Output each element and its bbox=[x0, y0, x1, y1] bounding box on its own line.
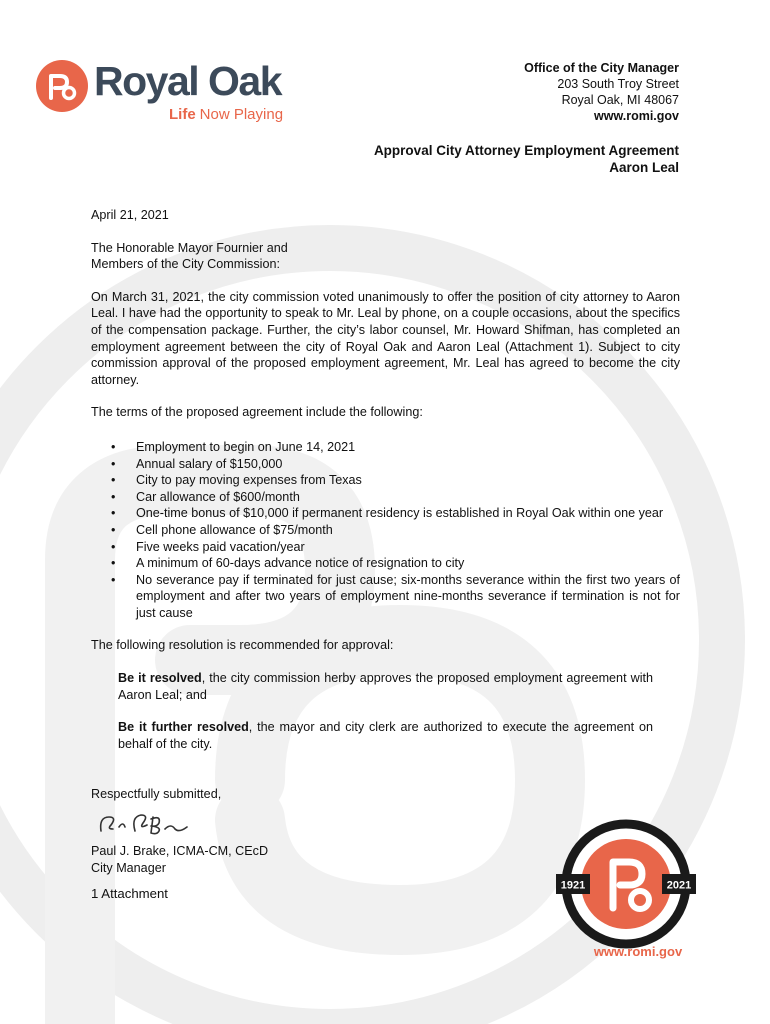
office-address-block bbox=[524, 60, 679, 124]
seal-year-left: 1921 bbox=[560, 879, 586, 892]
salutation-line2: Members of the City Commission: bbox=[91, 257, 280, 272]
office-title: Office of the City Manager bbox=[524, 61, 679, 75]
resolution-1-lead: Be it resolved bbox=[118, 671, 202, 686]
logo-wordmark: Royal Oak bbox=[94, 58, 282, 104]
closing: Respectfully submitted, bbox=[91, 787, 222, 802]
seal-website: www.romi.gov bbox=[593, 944, 683, 959]
list-item: • Car allowance of $600/month bbox=[136, 489, 680, 506]
centennial-seal bbox=[556, 818, 696, 950]
resolution-1-text: , the city commission herby approves the proposed employment agreement with Aaron Leal; and bbox=[118, 671, 654, 702]
terms-list bbox=[91, 439, 680, 622]
list-item: • City to pay moving expenses from Texas bbox=[136, 472, 680, 489]
tagline-rest: Now Playing bbox=[199, 106, 284, 123]
office-address-line1: 203 South Troy Street bbox=[557, 77, 679, 91]
list-item: • Cell phone allowance of $75/month bbox=[136, 522, 680, 539]
list-item: • Employment to begin on June 14, 2021 bbox=[136, 439, 680, 456]
signature-image bbox=[95, 807, 215, 839]
paragraph-intro: On March 31, 2021, the city commission voted unanimously to offer the position of city attorney to Aaron Leal. I have had the opportunity to speak to Mr. Leal by phone, on a couple occasions, about the specifics of the compensation package. Further, the city’s labor counsel, Mr. Howard Shifman, has completed an employment agreement between the city of Royal Oak and Aaron Leal (Attachment 1). Subject to city commission approval of the proposed employment agreement, Mr. Leal has agreed to become the city attorney. bbox=[91, 289, 680, 387]
tagline-bold: Life bbox=[169, 106, 196, 123]
list-item: • Five weeks paid vacation/year bbox=[136, 539, 680, 556]
logo-tagline bbox=[169, 106, 283, 123]
list-item: • Annual salary of $150,000 bbox=[136, 456, 680, 473]
office-address-line2: Royal Oak, MI 48067 bbox=[561, 93, 679, 107]
list-item: • No severance pay if terminated for just cause; six-months severance within the first two years of employment and after two years of employment nine-months severance if termination is not for just cause bbox=[136, 572, 680, 622]
subject-heading bbox=[374, 142, 679, 176]
subject-line1: Approval City Attorney Employment Agreement bbox=[373, 143, 679, 158]
list-item: • One-time bonus of $10,000 if permanent residency is established in Royal Oak within one year bbox=[136, 505, 680, 522]
attachments-count: 1 Attachment bbox=[91, 886, 168, 902]
signer-name: Paul J. Brake, ICMA-CM, CEcD bbox=[91, 844, 269, 859]
resolution-2 bbox=[91, 719, 653, 752]
signer-title: City Manager bbox=[91, 860, 166, 875]
resolution-1 bbox=[91, 670, 653, 703]
list-item: • A minimum of 60-days advance notice of resignation to city bbox=[136, 555, 680, 572]
office-website: www.romi.gov bbox=[594, 109, 679, 123]
letter-body bbox=[91, 207, 680, 903]
resolution-2-text: , the mayor and city clerk are authorized to execute the agreement on behalf of the city. bbox=[118, 720, 654, 751]
royal-oak-logo bbox=[36, 56, 306, 128]
seal-year-right: 2021 bbox=[666, 879, 692, 892]
letter-date: April 21, 2021 bbox=[91, 208, 169, 222]
subject-line2: Aaron Leal bbox=[609, 160, 679, 175]
resolution-2-lead: Be it further resolved bbox=[118, 720, 249, 735]
salutation-line1: The Honorable Mayor Fournier and bbox=[91, 240, 288, 255]
royal-oak-mark-icon bbox=[36, 60, 88, 112]
paragraph-resolution-intro: The following resolution is recommended for approval: bbox=[91, 638, 394, 653]
paragraph-terms-intro: The terms of the proposed agreement include the following: bbox=[91, 405, 423, 420]
